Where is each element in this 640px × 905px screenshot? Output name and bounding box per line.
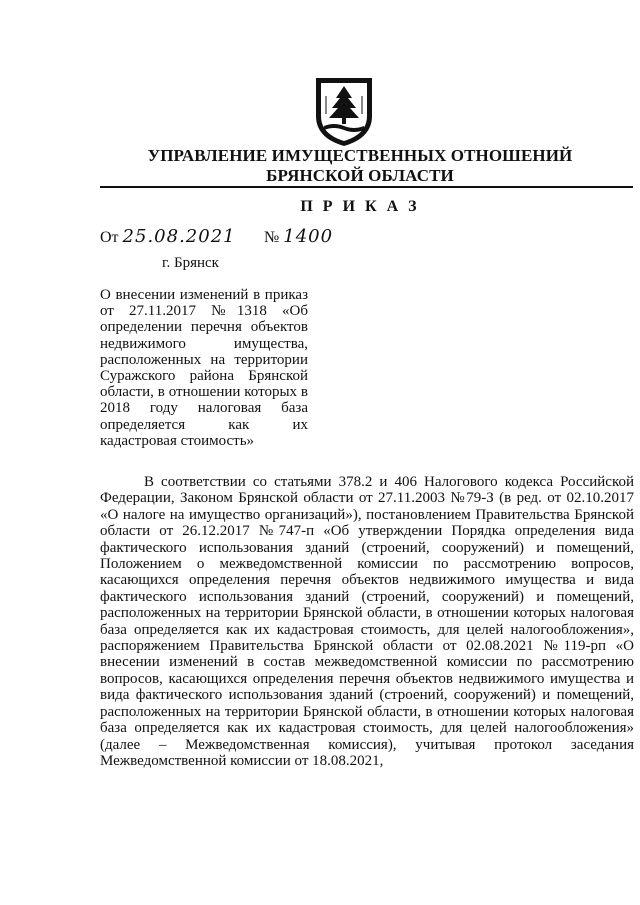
coat-of-arms-icon — [312, 76, 376, 148]
city-label: г. Брянск — [162, 255, 219, 271]
order-number — [264, 226, 333, 247]
date-prefix: От — [100, 229, 119, 246]
organization-name-line2: БРЯНСКОЙ ОБЛАСТИ — [266, 166, 454, 185]
order-title: П Р И К А З — [300, 198, 420, 215]
order-body-paragraph: В соответствии со статьями 378.2 и 406 Налогового кодекса Российской Федерации, Законом Брянской области от 27.11.2003 №79-З (в ред. от 02.10.2017 «О налоге на имущество организаций»), постановлением Правительства Брянской области от 26.12.2017 №747-п «Об утверждении Порядка определения вида фактического использования зданий (строений, сооружений) и помещений, Положением о межведомственной комиссии по рассмотрению вопросов, касающихся определения перечня объектов недвижимого имущества и вида фактического использования зданий (строений, сооружений) и помещений, расположенных на территории Брянской области, в отношении которых налоговая база определяется как их кадастровая стоимость, для целей налогообложения», распоряжением Правительства Брянской области от 02.08.2021 №119-рп «О внесении изменений в состав межведомственной комиссии по рассмотрению вопросов, касающихся определения перечня объектов недвижимого имущества и вида фактического использования зданий (строений, сооружений) и помещений, расположенных на территории Брянской области, в отношении которых налоговая база определяется как их кадастровая стоимость, для целей налогообложения» (далее – Межведомственная комиссия), учитывая протокол заседания Межведомственной комиссии от 18.08.2021, — [100, 474, 634, 769]
order-date — [100, 226, 236, 247]
organization-name-line1: УПРАВЛЕНИЕ ИМУЩЕСТВЕННЫХ ОТНОШЕНИЙ — [147, 146, 573, 165]
date-value: 25.08.2021 — [122, 226, 236, 247]
order-subject: О внесении изменений в приказ от 27.11.2017 №1318 «Об определении перечня объектов недвижимого имущества, расположенных на территории Суражского района Брянской области, в отношении которых в 2018 году налоговая база определяется как их кадастровая стоимость» — [100, 287, 308, 449]
number-value: 1400 — [283, 226, 334, 247]
organization-header — [100, 146, 620, 186]
header-divider — [100, 186, 633, 188]
number-prefix: № — [264, 229, 280, 246]
